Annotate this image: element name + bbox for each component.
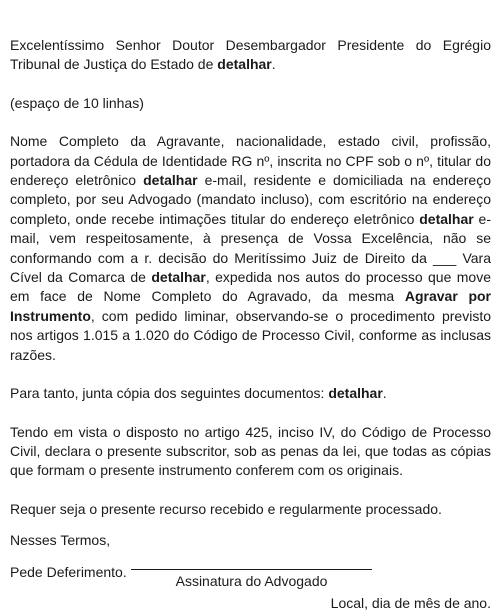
- petition-paragraph: [10, 132, 491, 365]
- spacing-note: (espaço de 10 linhas): [10, 94, 144, 111]
- declaration-paragraph: Tendo em vista o disposto no artigo 425, inciso IV, do Código de Processo Civil, declara o presente subscritor, sob as penas da lei, que todas as cópias que formam o presente instrumento conferem com os originais.: [10, 423, 491, 479]
- petition-text-1: Nome Completo da Agravante, nacionalidade, estado civil, profissão, portadora da Cédula de Identidade RG nº, inscrita no CPF sob o nº, titular do endereço eletrônico: [10, 133, 491, 189]
- petition-text-3: e-mail, vem respeitosamente, à presença de Vossa Excelência, não se conformando com a r. decisão do Meritíssimo Juiz de Direito da ___ Vara Cível da Comarca de: [10, 210, 491, 286]
- petition-action-title: Agravar por Instrumento: [10, 288, 491, 324]
- petition-email-placeholder-1: detalhar: [143, 172, 198, 189]
- documents-text: Para tanto, junta cópia dos seguintes documentos:: [10, 385, 329, 402]
- addressee-text: Excelentíssimo Senhor Doutor Desembargador Presidente do Egrégio Tribunal de Justiça do Estado de: [10, 37, 491, 73]
- addressee-period: .: [271, 56, 276, 73]
- documents-period: .: [382, 385, 387, 402]
- closing-terms: Nesses Termos,: [10, 532, 111, 549]
- addressee-state-placeholder: detalhar: [217, 56, 272, 73]
- closing-deferment: Pede Deferimento.: [10, 563, 127, 580]
- signature-line: [131, 569, 372, 570]
- petition-text-2: e-mail, residente e domiciliada na endereço completo, por seu Advogado (mandato incluso), com escritório na endereço completo, onde recebe intimações titular do endereço eletrônico: [10, 172, 491, 227]
- document-body: [10, 36, 491, 613]
- addressee-header: [10, 36, 491, 75]
- signature-label: Assinatura do Advogado: [175, 573, 328, 589]
- petition-comarca-placeholder: detalhar: [151, 269, 206, 286]
- documents-placeholder: detalhar: [328, 385, 383, 402]
- request-paragraph: Requer seja o presente recurso recebido e regularmente processado.: [10, 500, 442, 517]
- documents-paragraph: [10, 384, 491, 403]
- place-date: Local, dia de mês de ano.: [330, 594, 491, 611]
- petition-text-5: , com pedido liminar, observando-se o procedimento previsto nos artigos 1.015 a 1.020 do Código de Processo Civil, conforme as inclusas razões.: [10, 307, 491, 363]
- petition-text-4: , expedida nos autos do processo que move em face de Nome Completo do Agravado, da mesma: [10, 269, 491, 305]
- petition-email-placeholder-2: detalhar: [419, 210, 474, 227]
